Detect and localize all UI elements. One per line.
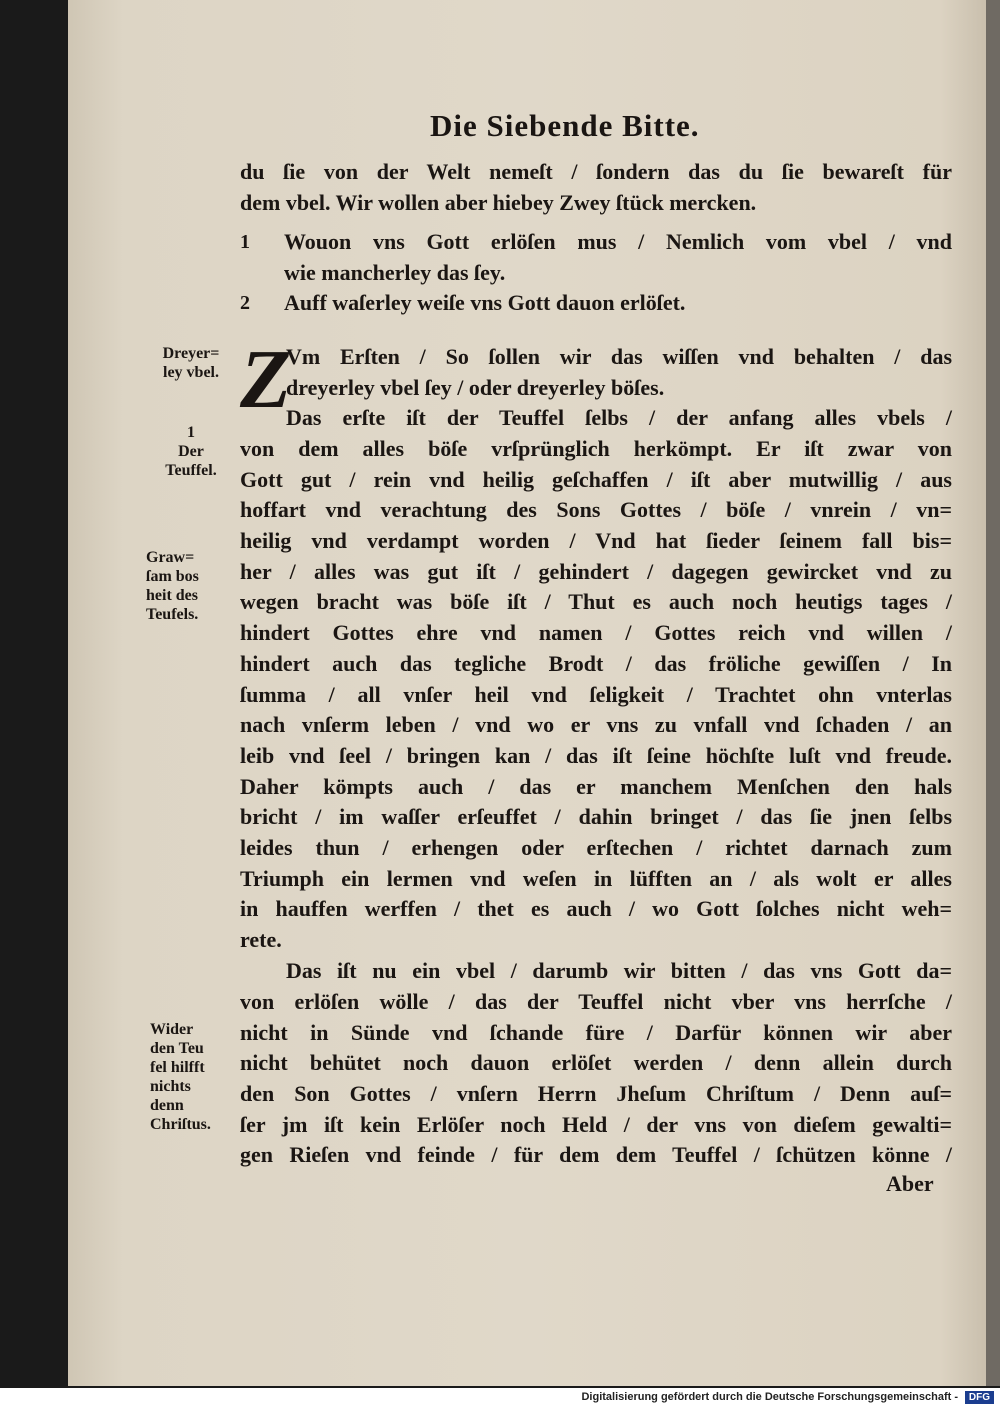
list-item bbox=[284, 288, 685, 319]
text-line: rete. bbox=[240, 927, 282, 952]
footer-bar bbox=[0, 1388, 1000, 1409]
text-line: leib vnd ſeel / bringen kan / das iſt ſeine höchſte luſt vnd freude. bbox=[240, 742, 952, 768]
note-line: Der bbox=[178, 443, 204, 460]
text-line: dem vbel. Wir wollen aber hiebey Zwey ſtück mercken. bbox=[240, 189, 757, 215]
text-line: den Son Gottes / vnſern Herrn Jheſum Chriſtum / Denn auſ= bbox=[240, 1081, 952, 1107]
note-line: Teufels. bbox=[146, 606, 199, 623]
list-item bbox=[284, 227, 952, 288]
note-line: heit des bbox=[146, 587, 198, 604]
text-line: von erlöſen wölle / das der Teuffel nicht vber vns herrſche / bbox=[240, 989, 952, 1014]
paragraph-1 bbox=[240, 434, 952, 956]
text-line: Daher kömpts auch / das er manchem Menſchen den hals bbox=[240, 773, 952, 799]
note-line: Graw= bbox=[146, 549, 195, 566]
text-line: hindert Gottes ehre vnd namen / Gottes reich vnd willen / bbox=[240, 620, 952, 646]
page-heading: Die Siebende Bitte. bbox=[430, 108, 700, 143]
note-line: den Teu bbox=[150, 1040, 204, 1057]
text-line: leides thun / erhengen oder erſtechen / richtet darnach zum bbox=[240, 834, 952, 860]
text-line: Das erſte iſt der Teuffel ſelbs / der anfang alles vbels / bbox=[286, 405, 952, 430]
text-line: wegen bracht was böſe iſt / Thut es auch noch heutigs tages / bbox=[240, 589, 952, 615]
text-line: Gott gut / rein vnd heilig geſchaffen / iſt aber mutwillig / aus bbox=[240, 466, 952, 492]
paragraph-2 bbox=[240, 987, 952, 1171]
text-line: ſumma / all vnſer heil vnd ſeligkeit / Trachtet ohn vnterlas bbox=[240, 681, 952, 707]
dfg-logo[interactable]: DFG bbox=[965, 1391, 994, 1404]
note-line: Teuffel. bbox=[165, 462, 217, 479]
item-number: 2 bbox=[240, 292, 250, 314]
note-line: 1 bbox=[187, 424, 195, 441]
text-line: Triumph ein lermen vnd weſen in lüfften an / als wolt er alles bbox=[240, 865, 952, 891]
margin-note bbox=[146, 548, 236, 624]
text-line: in hauffen werffen / thet es auch / wo Gott ſolches nicht weh= bbox=[240, 896, 952, 922]
text-line: Das iſt nu ein vbel / darumb wir bitten / das vns Gott da= bbox=[286, 958, 952, 983]
paragraph-1-start bbox=[286, 342, 952, 403]
text-line: Auff waſerley weiſe vns Gott dauon erlöſet. bbox=[284, 290, 686, 315]
text-line: her / alles was gut iſt / gehindert / dagegen gewircket vnd zu bbox=[240, 558, 952, 584]
item-number: 1 bbox=[240, 231, 250, 253]
note-line: ſam bos bbox=[146, 568, 199, 585]
text-line: bricht / im waſſer erſeuffet / dahin bringet / das ſie jnen ſelbs bbox=[240, 804, 952, 830]
paragraph-1-line3 bbox=[286, 403, 952, 434]
intro-text bbox=[240, 157, 952, 218]
text-line: nach vnſerm leben / vnd wo er vns zu vnfall vnd ſchaden / an bbox=[240, 712, 952, 738]
paragraph-2-start bbox=[286, 956, 952, 987]
margin-note bbox=[146, 423, 236, 480]
margin-note bbox=[150, 1020, 240, 1134]
text-line: wie mancherley das ſey. bbox=[284, 259, 506, 285]
text-line: heilig vnd verdampt worden / Vnd hat ſieder ſeinem fall bis= bbox=[240, 528, 952, 554]
catchword: Aber bbox=[886, 1171, 934, 1196]
note-line: Wider bbox=[150, 1021, 194, 1038]
note-line: ley vbel. bbox=[163, 364, 219, 381]
margin-note bbox=[146, 344, 236, 382]
text-line: nicht in Sünde vnd ſchande füre / Darfür können wir aber bbox=[240, 1019, 952, 1045]
text-line: dreyerley vbel ſey / oder dreyerley böſes. bbox=[286, 374, 665, 400]
text-line: Wouon vns Gott erlöſen mus / Nemlich vom vbel / vnd bbox=[284, 229, 952, 254]
drop-initial: Z bbox=[240, 333, 292, 426]
text-line: hindert auch das tegliche Brodt / das fröliche gewiſſen / In bbox=[240, 650, 952, 676]
text-line: gen Rieſen vnd feinde / für dem dem Teuffel / ſchützen könne / bbox=[240, 1142, 952, 1168]
text-line: ſer jm iſt kein Erlöſer noch Held / der vns von dieſem gewalti= bbox=[240, 1111, 952, 1137]
note-line: nichts bbox=[150, 1078, 191, 1095]
text-line: hoffart vnd verachtung des Sons Gottes / böſe / vnrein / vn= bbox=[240, 497, 952, 523]
note-line: denn bbox=[150, 1097, 184, 1114]
note-line: Dreyer= bbox=[162, 345, 220, 362]
funding-notice: Digitalisierung gefördert durch die Deutsche Forschungsgemeinschaft - bbox=[581, 1391, 958, 1403]
note-line: fel hilfft bbox=[150, 1059, 205, 1076]
text-line: Vm Erſten / So ſollen wir das wiſſen vnd behalten / das bbox=[286, 344, 952, 369]
text-line: nicht behütet noch dauon erlöſet werden / denn allein durch bbox=[240, 1050, 952, 1076]
note-line: Chriſtus. bbox=[150, 1116, 211, 1133]
text-line: von dem alles böſe vrſprünglich herkömpt. Er iſt zwar von bbox=[240, 436, 952, 461]
page-edge bbox=[986, 0, 1000, 1386]
text-line: du ſie von der Welt nemeſt / ſondern das du ſie bewareſt für bbox=[240, 159, 952, 184]
